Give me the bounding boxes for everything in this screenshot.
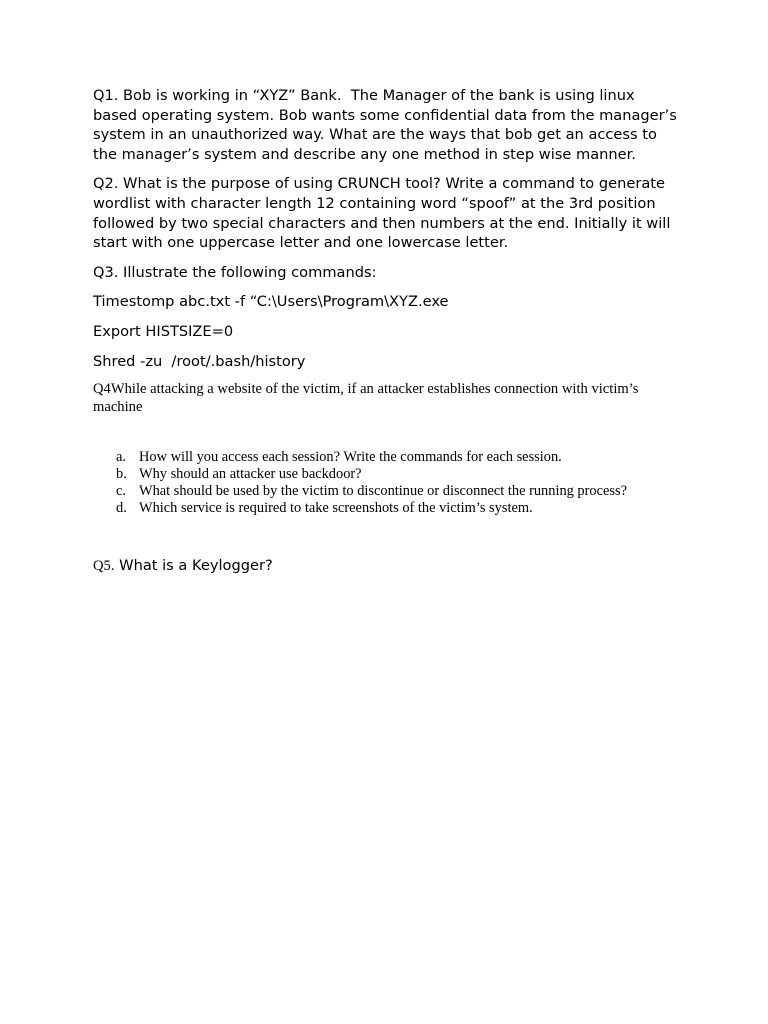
list-item: [93, 449, 683, 466]
command-timestomp: Timestomp abc.txt -f “C:\Users\Program\XYZ.exe: [93, 293, 449, 311]
list-marker: c.: [116, 483, 126, 500]
question-5-number: Q5.: [93, 558, 115, 575]
question-4: Q4While attacking a website of the victim, if an attacker establishes connection with victim’s machine: [93, 381, 643, 415]
question-5: [93, 557, 683, 575]
list-item-text: Which service is required to take screenshots of the victim’s system.: [139, 500, 533, 517]
question-5-text: What is a Keylogger?: [114, 557, 273, 575]
question-2: Q2. What is the purpose of using CRUNCH tool? Write a command to generate wordlist with character length 12 containing word “spoof” at the 3rd position followed by two special characters and then numbers at the end. Initially it will start with one uppercase letter and one lowercase letter.: [93, 175, 676, 252]
command-export-histsize: Export HISTSIZE=0: [93, 322, 234, 340]
question-1: Q1. Bob is working in “XYZ” Bank. The Manager of the bank is using linux based operating system. Bob wants some confidential data from the manager’s system in an unauthorized way. What are the ways that bob get an access to the manager’s system and describe any one method in step wise manner.: [93, 87, 682, 163]
question-3: Q3. Illustrate the following commands:: [93, 263, 377, 281]
list-item: [93, 500, 683, 517]
list-marker: b.: [116, 466, 127, 483]
list-marker: d.: [116, 500, 127, 517]
command-shred: Shred -zu /root/.bash/history: [93, 352, 306, 370]
list-marker: a.: [116, 449, 126, 466]
list-item-text: What should be used by the victim to discontinue or disconnect the running process?: [139, 483, 627, 500]
list-item-text: Why should an attacker use backdoor?: [139, 466, 362, 483]
list-item-text: How will you access each session? Write the commands for each session.: [139, 449, 562, 466]
list-item: [93, 466, 683, 483]
question-4-subitems: [93, 449, 683, 517]
document-page: [93, 86, 683, 575]
list-item: [93, 483, 683, 500]
